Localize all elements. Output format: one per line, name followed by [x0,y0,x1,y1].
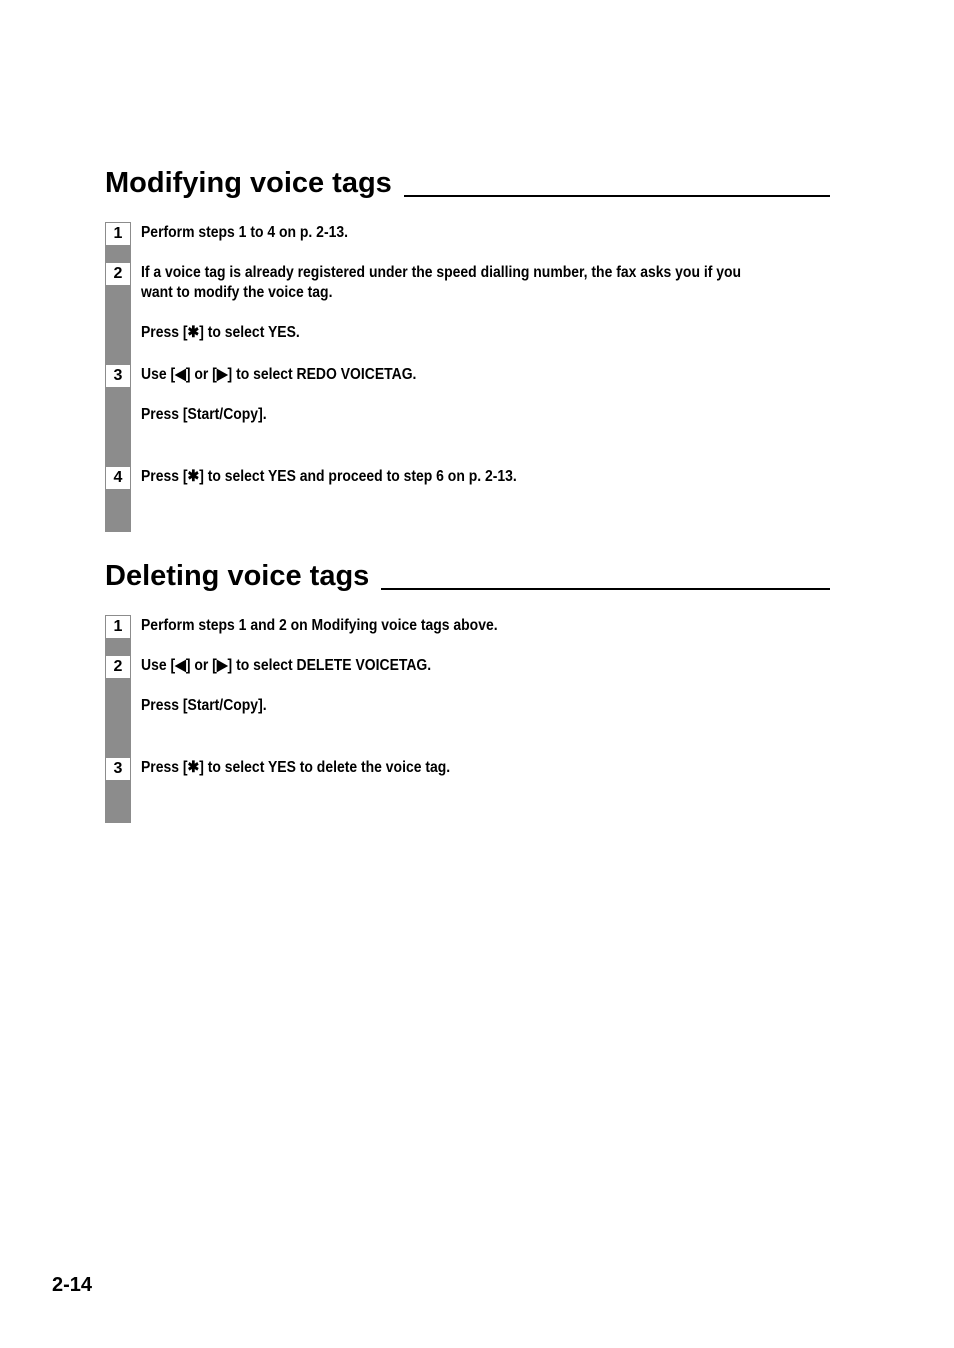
step-text: Perform steps 1 and 2 on Modifying voice tags above. [141,617,498,634]
step-number: 3 [105,364,131,388]
step-item [105,222,830,243]
step-number: 2 [105,262,131,286]
step-text: If a voice tag is already registered under the speed dialling number, the fax asks you if you [141,264,742,281]
step-item [105,466,830,487]
step-text: Perform steps 1 to 4 on p. 2-13. [141,224,348,241]
step-text: Press [✱] to select YES and proceed to step 6 on p. 2-13. [141,468,517,485]
steps-list [105,222,830,532]
step-text: Use [◀] or [▶] to select DELETE VOICETAG. [141,657,432,674]
step-text: Press [Start/Copy]. [141,697,267,714]
section-title: Modifying voice tags [105,169,404,198]
section-heading-row [105,162,830,202]
section-modifying-voice-tags [105,162,830,532]
step-number: 1 [105,615,131,639]
step-number: 1 [105,222,131,246]
page-number: 2-14 [52,1274,93,1296]
step-text: Press [Start/Copy]. [141,406,267,423]
step-number: 2 [105,655,131,679]
step-item [105,757,830,778]
step-item [105,615,830,636]
step-text: Press [✱] to select YES. [141,324,300,341]
step-gutter [105,615,131,823]
step-item [105,364,830,425]
step-item [105,262,830,343]
section-title: Deleting voice tags [105,562,381,591]
section-heading-row [105,555,830,595]
step-item [105,655,830,716]
steps-list [105,615,830,823]
section-deleting-voice-tags [105,555,830,823]
step-text: Press [✱] to select YES to delete the voice tag. [141,759,451,776]
step-text: Use [◀] or [▶] to select REDO VOICETAG. [141,366,417,383]
step-text: want to modify the voice tag. [141,284,333,301]
step-number: 3 [105,757,131,781]
step-number: 4 [105,466,131,490]
